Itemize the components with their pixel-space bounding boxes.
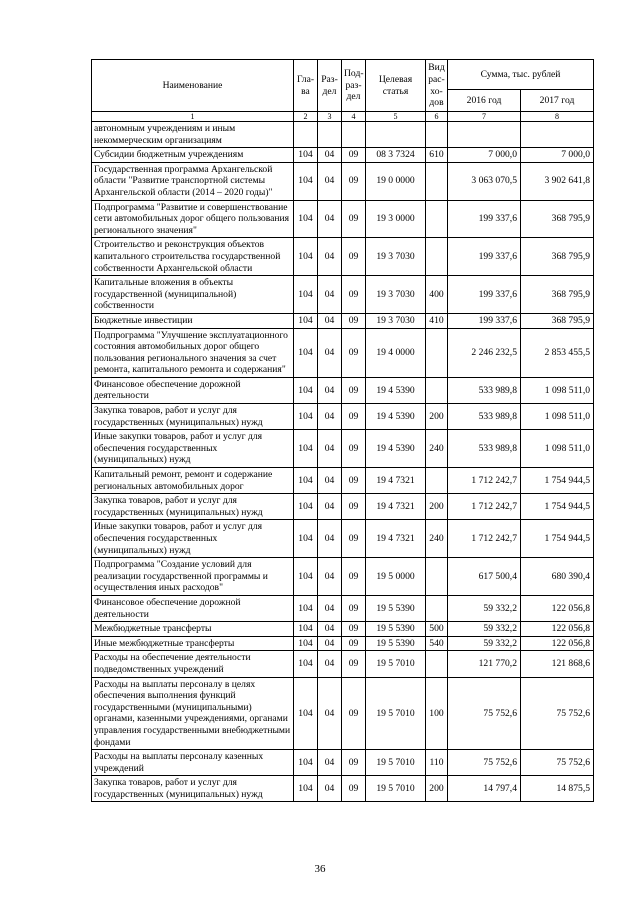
row-vid: 100: [426, 677, 448, 750]
row-podrazdel: 09: [342, 148, 366, 163]
row-value-2016: 533 989,8: [448, 430, 521, 468]
row-razdel: 04: [318, 200, 342, 238]
row-name: Расходы на обеспечение деятельности подведомственных учреждений: [92, 651, 294, 677]
row-glava: 104: [294, 328, 318, 377]
row-target: 19 4 7321: [366, 494, 426, 520]
row-value-2016: 75 752,6: [448, 750, 521, 776]
row-target: 19 3 7030: [366, 276, 426, 314]
row-vid: 200: [426, 404, 448, 430]
row-vid: [426, 200, 448, 238]
row-name: Капитальный ремонт, ремонт и содержание региональных автомобильных дорог: [92, 468, 294, 494]
row-vid: 410: [426, 313, 448, 328]
row-podrazdel: 09: [342, 377, 366, 403]
row-value-2017: 1 098 511,0: [521, 377, 594, 403]
row-podrazdel: 09: [342, 636, 366, 651]
row-value-2016: 1 712 242,7: [448, 468, 521, 494]
table-row: [92, 468, 594, 494]
column-number-cell: 4: [342, 112, 366, 122]
table-row: [92, 404, 594, 430]
header-podrazdel: Под- раз- дел: [342, 60, 366, 112]
row-podrazdel: 09: [342, 750, 366, 776]
column-number-cell: 5: [366, 112, 426, 122]
row-value-2017: 368 795,9: [521, 238, 594, 276]
row-value-2016: 59 332,2: [448, 636, 521, 651]
row-glava: 104: [294, 520, 318, 558]
table-row: [92, 558, 594, 596]
row-target: 19 5 5390: [366, 595, 426, 621]
row-podrazdel: 09: [342, 520, 366, 558]
header-glava: Гла- ва: [294, 60, 318, 112]
row-name: Финансовое обеспечение дорожной деятельности: [92, 377, 294, 403]
row-value-2016: 1 712 242,7: [448, 520, 521, 558]
row-vid: 540: [426, 636, 448, 651]
table-row: [92, 677, 594, 750]
row-target: 19 0 0000: [366, 162, 426, 200]
row-name: Подпрограмма "Создание условий для реализации государственной программы и осуществления иных расходов": [92, 558, 294, 596]
row-vid: 200: [426, 776, 448, 802]
row-name: Закупка товаров, работ и услуг для государственных (муниципальных) нужд: [92, 494, 294, 520]
row-value-2017: 3 902 641,8: [521, 162, 594, 200]
row-value-2017: 680 390,4: [521, 558, 594, 596]
header-razdel: Раз- дел: [318, 60, 342, 112]
row-glava: 104: [294, 238, 318, 276]
row-target: 19 5 0000: [366, 558, 426, 596]
row-value-2017: [521, 122, 594, 148]
row-target: 19 5 7010: [366, 677, 426, 750]
row-podrazdel: 09: [342, 276, 366, 314]
row-target: 19 4 5390: [366, 377, 426, 403]
row-value-2016: 2 246 232,5: [448, 328, 521, 377]
row-glava: 104: [294, 776, 318, 802]
row-podrazdel: 09: [342, 622, 366, 637]
row-glava: 104: [294, 377, 318, 403]
row-podrazdel: 09: [342, 200, 366, 238]
column-number-cell: 2: [294, 112, 318, 122]
row-vid: [426, 595, 448, 621]
row-name: Иные межбюджетные трансферты: [92, 636, 294, 651]
row-value-2016: 533 989,8: [448, 404, 521, 430]
row-target: 19 5 7010: [366, 750, 426, 776]
row-value-2017: 75 752,6: [521, 677, 594, 750]
row-name: Государственная программа Архангельской области "Развитие транспортной системы Архангельской области (2014 – 2020 годы)": [92, 162, 294, 200]
row-vid: 610: [426, 148, 448, 163]
row-podrazdel: 09: [342, 677, 366, 750]
table-row: [92, 750, 594, 776]
header-2017: 2017 год: [521, 90, 594, 112]
table-row: [92, 430, 594, 468]
row-vid: [426, 238, 448, 276]
row-razdel: 04: [318, 595, 342, 621]
header-2016: 2016 год: [448, 90, 521, 112]
row-value-2017: 1 754 944,5: [521, 468, 594, 494]
page-number: 36: [314, 863, 326, 875]
row-target: 19 3 7030: [366, 313, 426, 328]
row-podrazdel: 09: [342, 404, 366, 430]
row-target: 19 3 7030: [366, 238, 426, 276]
row-value-2017: 1 754 944,5: [521, 520, 594, 558]
row-vid: 400: [426, 276, 448, 314]
table-row: [92, 776, 594, 802]
row-glava: 104: [294, 677, 318, 750]
row-name: Строительство и реконструкция объектов капитального строительства государственной собственности Архангельской области: [92, 238, 294, 276]
row-podrazdel: 09: [342, 468, 366, 494]
row-razdel: 04: [318, 750, 342, 776]
table-row: [92, 200, 594, 238]
row-target: 19 4 5390: [366, 430, 426, 468]
row-value-2017: 368 795,9: [521, 200, 594, 238]
row-podrazdel: 09: [342, 313, 366, 328]
table-row: [92, 377, 594, 403]
row-name: Подпрограмма "Улучшение эксплуатационного состояния автомобильных дорог общего пользования регионального значения за счет ремонта, капитального ремонта и содержания": [92, 328, 294, 377]
row-value-2017: 1 098 511,0: [521, 404, 594, 430]
row-vid: [426, 122, 448, 148]
row-razdel: 04: [318, 651, 342, 677]
row-name: Иные закупки товаров, работ и услуг для обеспечения государственных (муниципальных) нужд: [92, 520, 294, 558]
row-razdel: 04: [318, 377, 342, 403]
row-podrazdel: 09: [342, 651, 366, 677]
row-razdel: 04: [318, 494, 342, 520]
row-vid: 500: [426, 622, 448, 637]
row-value-2017: 2 853 455,5: [521, 328, 594, 377]
row-target: 19 4 7321: [366, 520, 426, 558]
row-podrazdel: [342, 122, 366, 148]
column-number-cell: 7: [448, 112, 521, 122]
row-value-2017: 75 752,6: [521, 750, 594, 776]
row-value-2016: 1 712 242,7: [448, 494, 521, 520]
row-name: Подпрограмма "Развитие и совершенствование сети автомобильных дорог общего пользования регионального значения": [92, 200, 294, 238]
table-row: [92, 238, 594, 276]
table-row: [92, 595, 594, 621]
row-name: Закупка товаров, работ и услуг для государственных (муниципальных) нужд: [92, 404, 294, 430]
column-number-cell: 8: [521, 112, 594, 122]
row-value-2017: 122 056,8: [521, 622, 594, 637]
row-razdel: 04: [318, 558, 342, 596]
table-row: [92, 636, 594, 651]
row-value-2016: 3 063 070,5: [448, 162, 521, 200]
row-name: Капитальные вложения в объекты государственной (муниципальной) собственности: [92, 276, 294, 314]
row-razdel: 04: [318, 162, 342, 200]
row-target: 19 4 0000: [366, 328, 426, 377]
column-number-cell: 3: [318, 112, 342, 122]
row-name: автономным учреждениям и иным некоммерческим организациям: [92, 122, 294, 148]
row-razdel: 04: [318, 636, 342, 651]
row-target: 08 3 7324: [366, 148, 426, 163]
table-row: [92, 313, 594, 328]
row-vid: [426, 328, 448, 377]
row-name: Расходы на выплаты персоналу казенных учреждений: [92, 750, 294, 776]
row-razdel: 04: [318, 520, 342, 558]
row-razdel: 04: [318, 404, 342, 430]
row-vid: [426, 651, 448, 677]
row-podrazdel: 09: [342, 595, 366, 621]
row-value-2016: 199 337,6: [448, 276, 521, 314]
row-glava: 104: [294, 595, 318, 621]
row-glava: 104: [294, 750, 318, 776]
row-razdel: [318, 122, 342, 148]
row-razdel: 04: [318, 148, 342, 163]
table-row: [92, 276, 594, 314]
row-value-2017: 122 056,8: [521, 636, 594, 651]
row-name: Субсидии бюджетным учреждениям: [92, 148, 294, 163]
row-value-2017: 1 098 511,0: [521, 430, 594, 468]
row-value-2016: [448, 122, 521, 148]
row-target: 19 3 0000: [366, 200, 426, 238]
row-target: 19 5 5390: [366, 622, 426, 637]
row-glava: 104: [294, 558, 318, 596]
row-podrazdel: 09: [342, 238, 366, 276]
row-glava: 104: [294, 622, 318, 637]
row-podrazdel: 09: [342, 494, 366, 520]
row-razdel: 04: [318, 622, 342, 637]
row-glava: 104: [294, 276, 318, 314]
row-value-2017: 7 000,0: [521, 148, 594, 163]
row-vid: [426, 162, 448, 200]
row-vid: 110: [426, 750, 448, 776]
row-glava: 104: [294, 494, 318, 520]
column-number-row: [92, 112, 594, 122]
row-value-2017: 1 754 944,5: [521, 494, 594, 520]
row-value-2017: 122 056,8: [521, 595, 594, 621]
row-name: Иные закупки товаров, работ и услуг для обеспечения государственных (муниципальных) нужд: [92, 430, 294, 468]
row-target: 19 4 5390: [366, 404, 426, 430]
row-vid: [426, 558, 448, 596]
row-value-2016: 533 989,8: [448, 377, 521, 403]
row-glava: 104: [294, 200, 318, 238]
row-value-2016: 617 500,4: [448, 558, 521, 596]
row-name: Бюджетные инвестиции: [92, 313, 294, 328]
row-target: 19 4 7321: [366, 468, 426, 494]
row-glava: [294, 122, 318, 148]
row-name: Расходы на выплаты персоналу в целях обеспечения выполнения функций государственными (муниципальными) органами, казенными учреждениями, органами управления государственными внебюджетными фондами: [92, 677, 294, 750]
row-razdel: 04: [318, 430, 342, 468]
row-glava: 104: [294, 468, 318, 494]
row-podrazdel: 09: [342, 328, 366, 377]
table-row: [92, 162, 594, 200]
row-target: 19 5 7010: [366, 776, 426, 802]
table-row: [92, 622, 594, 637]
row-podrazdel: 09: [342, 558, 366, 596]
table-row: [92, 148, 594, 163]
row-razdel: 04: [318, 238, 342, 276]
row-value-2016: 75 752,6: [448, 677, 521, 750]
row-value-2016: 59 332,2: [448, 622, 521, 637]
row-razdel: 04: [318, 313, 342, 328]
row-value-2017: 121 868,6: [521, 651, 594, 677]
row-value-2016: 199 337,6: [448, 313, 521, 328]
row-podrazdel: 09: [342, 776, 366, 802]
row-glava: 104: [294, 162, 318, 200]
row-glava: 104: [294, 651, 318, 677]
row-vid: 240: [426, 430, 448, 468]
row-glava: 104: [294, 430, 318, 468]
column-number-cell: 1: [92, 112, 294, 122]
header-target: Целевая статья: [366, 60, 426, 112]
row-vid: [426, 377, 448, 403]
column-number-cell: 6: [426, 112, 448, 122]
header-sum: Сумма, тыс. рублей: [448, 60, 594, 90]
row-value-2016: 121 770,2: [448, 651, 521, 677]
table-row: [92, 328, 594, 377]
row-target: 19 5 7010: [366, 651, 426, 677]
row-name: Межбюджетные трансферты: [92, 622, 294, 637]
row-razdel: 04: [318, 468, 342, 494]
row-vid: 240: [426, 520, 448, 558]
row-glava: 104: [294, 313, 318, 328]
row-value-2016: 14 797,4: [448, 776, 521, 802]
row-value-2016: 7 000,0: [448, 148, 521, 163]
row-glava: 104: [294, 404, 318, 430]
header-name: Наименование: [92, 60, 294, 112]
row-name: Закупка товаров, работ и услуг для государственных (муниципальных) нужд: [92, 776, 294, 802]
table-row: [92, 122, 594, 148]
row-razdel: 04: [318, 276, 342, 314]
row-name: Финансовое обеспечение дорожной деятельности: [92, 595, 294, 621]
table-row: [92, 494, 594, 520]
row-podrazdel: 09: [342, 162, 366, 200]
table-body: [92, 122, 594, 802]
table-row: [92, 651, 594, 677]
budget-table-container: [91, 59, 593, 802]
row-value-2016: 199 337,6: [448, 238, 521, 276]
row-value-2017: 368 795,9: [521, 313, 594, 328]
row-value-2016: 59 332,2: [448, 595, 521, 621]
row-target: 19 5 5390: [366, 636, 426, 651]
row-razdel: 04: [318, 677, 342, 750]
row-target: [366, 122, 426, 148]
row-razdel: 04: [318, 776, 342, 802]
row-value-2017: 368 795,9: [521, 276, 594, 314]
row-razdel: 04: [318, 328, 342, 377]
row-glava: 104: [294, 636, 318, 651]
row-glava: 104: [294, 148, 318, 163]
row-podrazdel: 09: [342, 430, 366, 468]
row-value-2016: 199 337,6: [448, 200, 521, 238]
row-vid: [426, 468, 448, 494]
row-vid: 200: [426, 494, 448, 520]
header-vid: Вид рас- хо- дов: [426, 60, 448, 112]
budget-table: [91, 59, 594, 802]
row-value-2017: 14 875,5: [521, 776, 594, 802]
table-row: [92, 520, 594, 558]
